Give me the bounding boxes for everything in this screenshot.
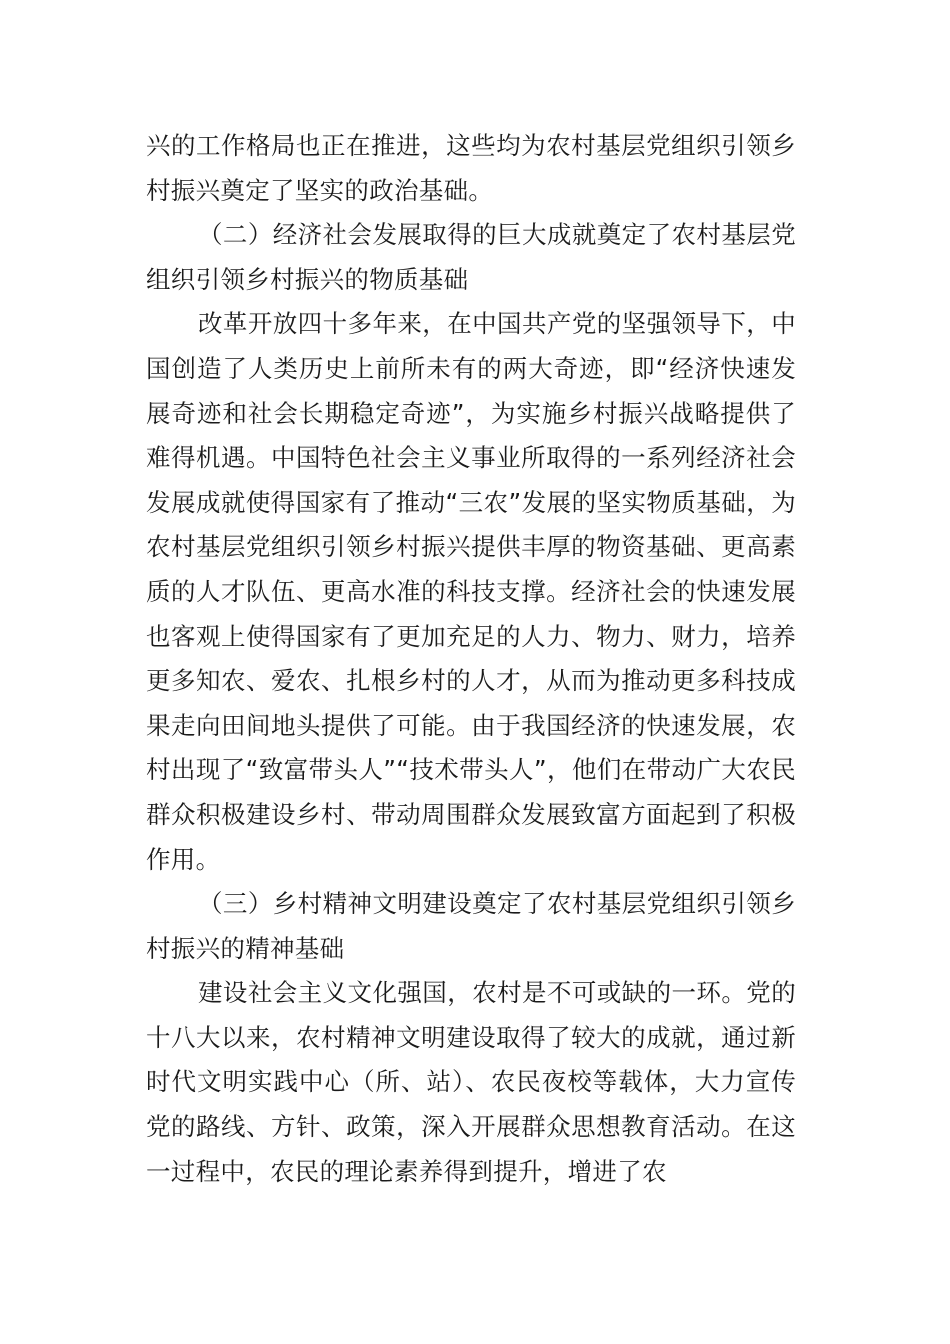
paragraph-continuation: 兴的工作格局也正在推进，这些均为农村基层党组织引领乡村振兴奠定了坚实的政治基础。: [146, 131, 796, 205]
section-heading-3: （三）乡村精神文明建设奠定了农村基层党组织引领乡村振兴的精神基础: [146, 889, 796, 963]
paragraph-spiritual-civilization: 建设社会主义文化强国，农村是不可或缺的一环。党的十八大以来，农村精神文明建设取得了较大的成就，通过新时代文明实践中心（所、站）、农民夜校等载体，大力宣传党的路线、方针、政策，深入开展群众思想教育活动。在这一过程中，农民的理论素养得到提升，增进了农: [146, 978, 796, 1186]
paragraph-economic-achievements: 改革开放四十多年来，在中国共产党的坚强领导下，中国创造了人类历史上前所未有的两大奇迹，即“经济快速发展奇迹和社会长期稳定奇迹”，为实施乡村振兴战略提供了难得机遇。中国特色社会主义事业所取得的一系列经济社会发展成就使得国家有了推动“三农”发展的坚实物质基础，为农村基层党组织引领乡村振兴提供丰厚的物资基础、更高素质的人才队伍、更高水准的科技支撑。经济社会的快速发展也客观上使得国家有了更加充足的人力、物力、财力，培养更多知农、爱农、扎根乡村的人才，从而为推动更多科技成果走向田间地头提供了可能。由于我国经济的快速发展，农村出现了“致富带头人”“技术带头人”，他们在带动广大农民群众积极建设乡村、带动周围群众发展致富方面起到了积极作用。: [146, 309, 796, 874]
document-page: [146, 124, 796, 1194]
section-heading-2: （二）经济社会发展取得的巨大成就奠定了农村基层党组织引领乡村振兴的物质基础: [146, 220, 796, 294]
